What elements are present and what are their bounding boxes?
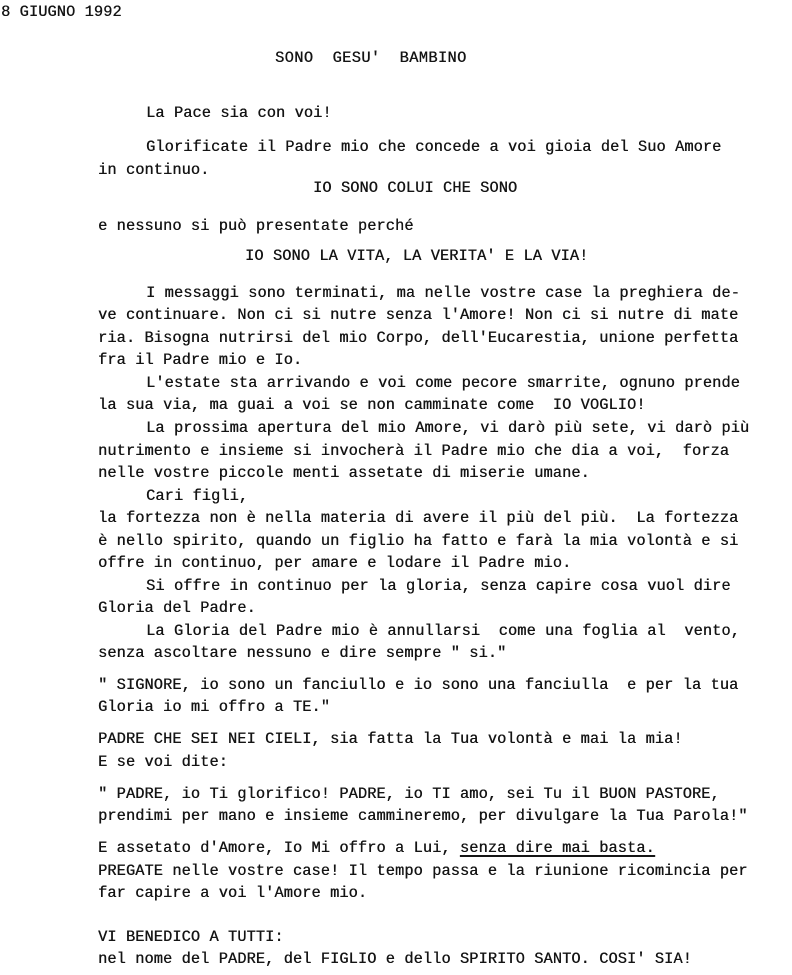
text-line: Gloria io mi offro a TE." [98, 698, 330, 716]
text-line: senza ascoltare nessuno e dire sempre " si." [98, 644, 507, 662]
text-line: far capire a voi l'Amore mio. [98, 884, 368, 902]
underlined-text: senza dire mai basta. [459, 839, 655, 857]
text-line: E se voi dite: [98, 753, 228, 771]
text-line: La Pace sia con voi! [146, 104, 332, 122]
text-line: Cari figli, [146, 487, 249, 505]
text-line: Gloria del Padre. [98, 599, 256, 617]
text-line: I messaggi sono terminati, ma nelle vostre case la preghiera de- [146, 284, 740, 302]
text-line: ve continuare. Non ci si nutre senza l'Amore! Non ci si nutre di mate [98, 306, 739, 324]
text-line: ria. Bisogna nutrirsi del mio Corpo, dell'Eucarestia, unione perfetta [98, 329, 739, 347]
text-line: nutrimento e insieme si invocherà il Padre mio che dia a voi, forza [98, 442, 730, 460]
text-line: PADRE CHE SEI NEI CIELI, sia fatta la Tua volontà e mai la mia! [98, 730, 683, 748]
text-line: " PADRE, io Ti glorifico! PADRE, io TI amo, sei Tu il BUON PASTORE, [98, 785, 720, 803]
text-line: nelle vostre piccole menti assetate di miserie umane. [98, 464, 590, 482]
text-line: la sua via, ma guai a voi se non camminate come IO VOGLIO! [98, 396, 646, 414]
centered-line: IO SONO LA VITA, LA VERITA' E LA VIA! [245, 247, 589, 265]
text-line: PREGATE nelle vostre case! Il tempo passa e la riunione ricomincia per [98, 862, 748, 880]
document-title: SONO GESU' BAMBINO [275, 49, 467, 67]
text-line: nel nome del PADRE, del FIGLIO e dello SPIRITO SANTO. COSI' SIA! [98, 950, 692, 968]
text-line: prendimi per mano e insieme cammineremo, per divulgare la Tua Parola!" [98, 807, 748, 825]
text-segment: E assetato d'Amore, Io Mi offro a Lui, [98, 839, 460, 857]
document-date: 8 GIUGNO 1992 [1, 3, 122, 21]
text-line: offre in continuo, per amare e lodare il Padre mio. [98, 554, 572, 572]
text-line: La Gloria del Padre mio è annullarsi come una foglia al vento, [146, 622, 740, 640]
text-line: è nello spirito, quando un figlio ha fatto e farà la mia volontà e si [98, 532, 739, 550]
text-line: la fortezza non è nella materia di avere il più del più. La fortezza [98, 509, 739, 527]
text-line: " SIGNORE, io sono un fanciullo e io sono una fanciulla e per la tua [98, 676, 739, 694]
text-line: Si offre in continuo per la gloria, senza capire cosa vuol dire [146, 577, 731, 595]
text-line: fra il Padre mio e Io. [98, 351, 303, 369]
text-line: in continuo. [98, 161, 210, 179]
centered-line: IO SONO COLUI CHE SONO [313, 179, 518, 197]
text-line: Glorificate il Padre mio che concede a voi gioia del Suo Amore [146, 138, 722, 156]
text-line: VI BENEDICO A TUTTI: [98, 928, 284, 946]
text-line: La prossima apertura del mio Amore, vi darò più sete, vi darò più [146, 419, 750, 437]
text-line: L'estate sta arrivando e voi come pecore smarrite, ognuno prende [146, 374, 740, 392]
text-line: e nessuno si può presentate perché [98, 217, 414, 235]
text-line [98, 838, 655, 858]
